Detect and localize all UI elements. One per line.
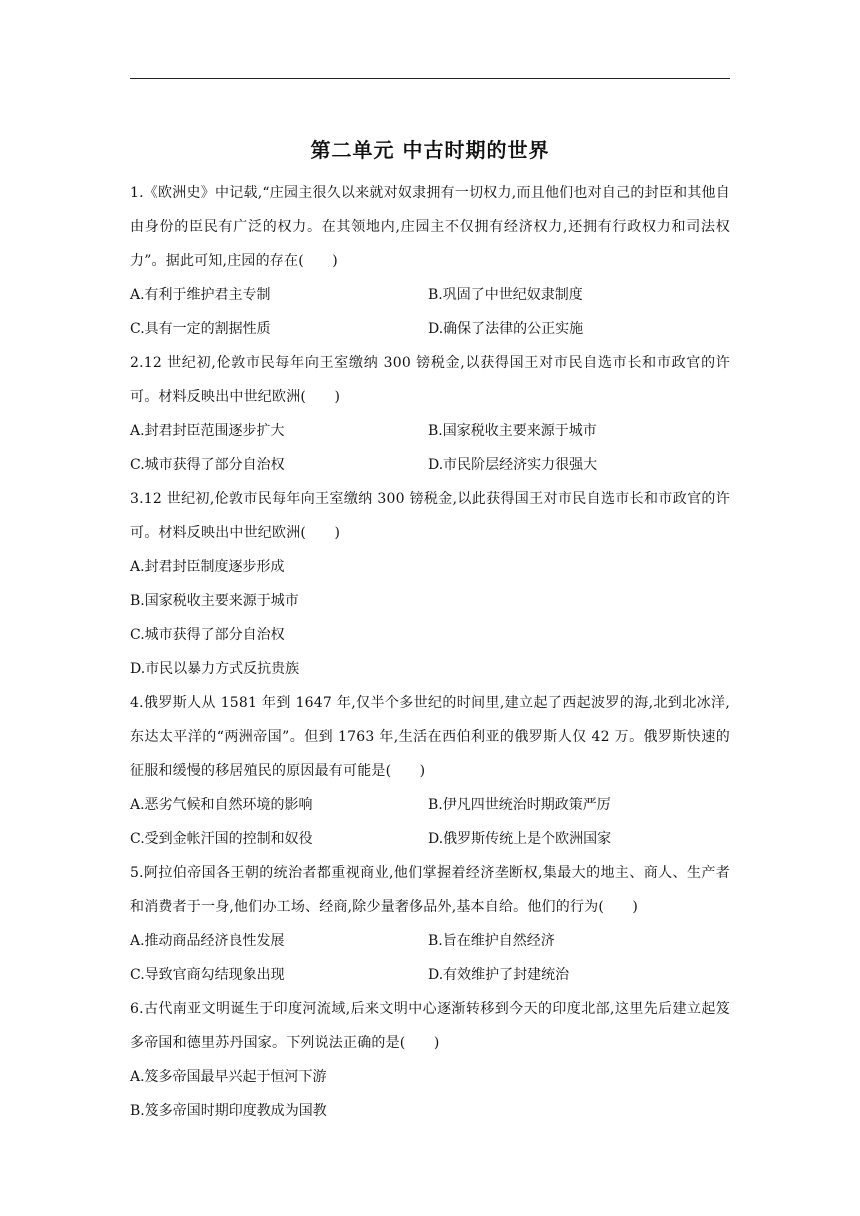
question-stem: 5.阿拉伯帝国各王朝的统治者都重视商业,他们掌握着经济垄断权,集最大的地主、商人、生产者和消费者于一身,他们办工场、经商,除少量奢侈品外,基本自给。他们的行为( ) xyxy=(130,865,730,915)
option-c: C.导致官商勾结现象出现 xyxy=(130,967,285,983)
question-3 xyxy=(130,482,730,686)
question-stem: 1.《欧洲史》中记载,“庄园主很久以来就对奴隶拥有一切权力,而且他们也对自己的封臣和其他自由身份的臣民有广泛的权力。在其领地内,庄园主不仅拥有经济权力,还拥有行政权力和司法权力”。据此可知,庄园的存在( ) xyxy=(130,185,730,269)
option-row xyxy=(130,958,730,992)
question-list xyxy=(130,176,730,1128)
question-6 xyxy=(130,992,730,1128)
option-c: C.城市获得了部分自治权 xyxy=(130,457,285,473)
option-a: A.封君封臣制度逐步形成 xyxy=(130,559,285,575)
option-b: B.国家税收主要来源于城市 xyxy=(428,423,597,439)
unit-title: 第二单元 中古时期的世界 xyxy=(310,138,550,162)
option-a: A.笈多帝国最早兴起于恒河下游 xyxy=(130,1069,327,1085)
option-row xyxy=(130,924,730,958)
option-d: D.市民阶层经济实力很强大 xyxy=(428,457,598,473)
question-5 xyxy=(130,856,730,992)
option-row xyxy=(130,448,730,482)
option-b: B.国家税收主要来源于城市 xyxy=(130,593,299,609)
option-c: C.受到金帐汗国的控制和奴役 xyxy=(130,831,313,847)
option-b: B.笈多帝国时期印度教成为国教 xyxy=(130,1103,327,1119)
question-stem: 2.12 世纪初,伦敦市民每年向王室缴纳 300 镑税金,以获得国王对市民自选市长和市政官的许可。材料反映出中世纪欧洲( ) xyxy=(130,355,730,405)
question-stem: 6.古代南亚文明诞生于印度河流域,后来文明中心逐渐转移到今天的印度北部,这里先后建立起笈多帝国和德里苏丹国家。下列说法正确的是( ) xyxy=(130,1001,730,1051)
question-1 xyxy=(130,176,730,346)
question-2 xyxy=(130,346,730,482)
question-4 xyxy=(130,686,730,856)
option-a: A.恶劣气候和自然环境的影响 xyxy=(130,797,313,813)
option-row xyxy=(130,278,730,312)
option-b: B.旨在维护自然经济 xyxy=(428,933,555,949)
option-row xyxy=(130,822,730,856)
option-d: D.俄罗斯传统上是个欧洲国家 xyxy=(428,831,612,847)
header-rule xyxy=(130,78,730,79)
option-d: D.有效维护了封建统治 xyxy=(428,967,570,983)
option-b: B.伊凡四世统治时期政策严厉 xyxy=(428,797,611,813)
option-a: A.推动商品经济良性发展 xyxy=(130,933,285,949)
question-stem: 4.俄罗斯人从 1581 年到 1647 年,仅半个多世纪的时间里,建立起了西起波罗的海,北到北冰洋,东达太平洋的“两洲帝国”。但到 1763 年,生活在西伯利亚的俄罗斯人仅 42 万。俄罗斯快速的征服和缓慢的移居殖民的原因最有可能是( ) xyxy=(130,695,730,779)
option-a: A.封君封臣范围逐步扩大 xyxy=(130,423,285,439)
option-row xyxy=(130,312,730,346)
option-c: C.具有一定的割据性质 xyxy=(130,321,271,337)
option-d: D.确保了法律的公正实施 xyxy=(428,321,584,337)
option-row xyxy=(130,788,730,822)
option-d: D.市民以暴力方式反抗贵族 xyxy=(130,661,300,677)
option-c: C.城市获得了部分自治权 xyxy=(130,627,285,643)
option-b: B.巩固了中世纪奴隶制度 xyxy=(428,287,583,303)
option-row xyxy=(130,414,730,448)
question-stem: 3.12 世纪初,伦敦市民每年向王室缴纳 300 镑税金,以此获得国王对市民自选市长和市政官的许可。材料反映出中世纪欧洲( ) xyxy=(130,491,730,541)
option-a: A.有利于维护君主专制 xyxy=(130,287,271,303)
